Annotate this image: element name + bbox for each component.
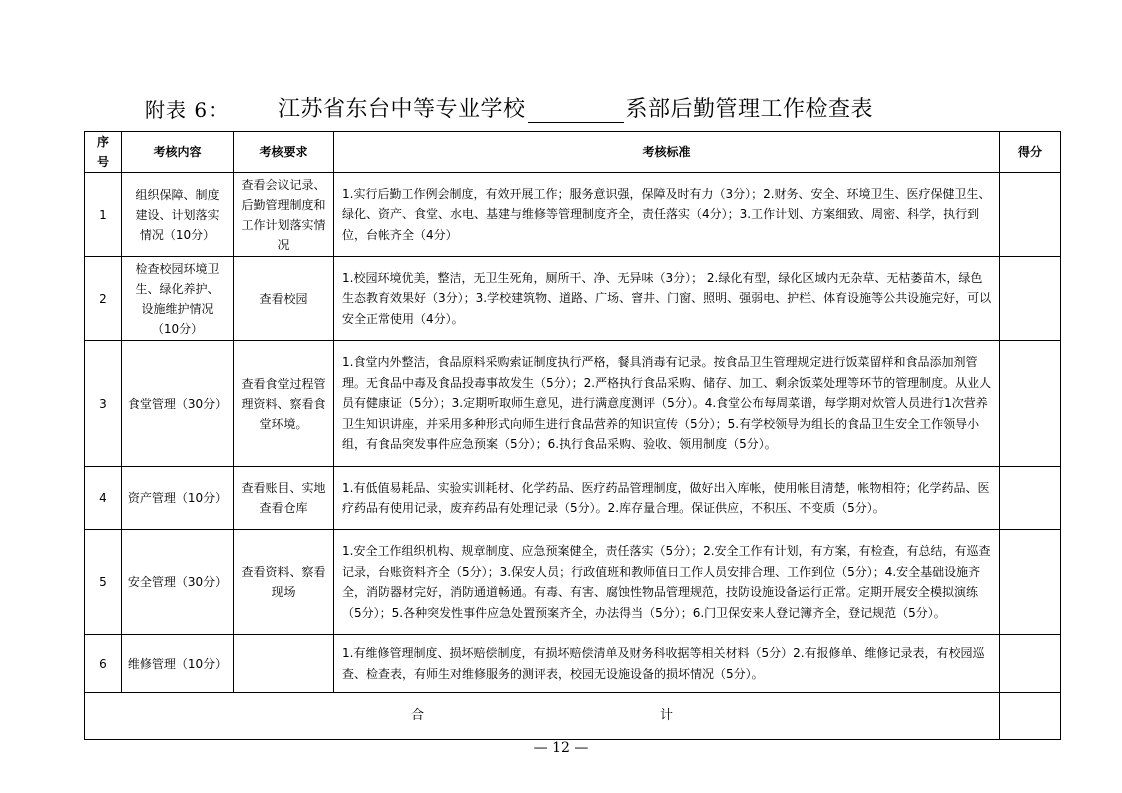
total-score-cell[interactable] xyxy=(1000,693,1061,740)
row-requirement: 查看资料、察看现场 xyxy=(234,530,334,635)
row-standard: 1.安全工作组织机构、规章制度、应急预案健全，责任落实（5分）；2.安全工作有计划，有方案，有检查，有总结，有巡查记录，台账资料齐全（5分）；3.保安人员；行政值班和教师值日工作人员安排合理、工作到位（5分）；4.安全基础设施齐全，消防器材完好，消防通道畅通。有毒、有害、腐蚀性物品管理规范，技防设施设备运行正常。定期开展安全模拟演练（5分）；5.各种突发性事件应急处置预案齐全，办法得当（5分）；6.门卫保安来人登记簿齐全，登记规范（5分）。 xyxy=(334,530,1000,635)
table-header-row xyxy=(85,132,1061,173)
table-row xyxy=(85,173,1061,257)
row-content: 安全管理（30分） xyxy=(122,530,234,635)
row-content: 检查校园环境卫生、绿化养护、设施维护情况（10分） xyxy=(122,257,234,341)
row-standard: 1.实行后勤工作例会制度，有效开展工作；服务意识强，保障及时有力（3分）；2.财务、安全、环境卫生、医疗保健卫生、绿化、资产、食堂、水电、基建与维修等管理制度齐全，责任落实（4分）；3.工作计划、方案细致、周密、科学，执行到位，台帐齐全（4分） xyxy=(334,173,1000,257)
total-row xyxy=(85,693,1061,740)
row-standard: 1.食堂内外整洁，食品原料采购索证制度执行严格，餐具消毒有记录。按食品卫生管理规定进行饭菜留样和食品添加剂管理。无食品中毒及食品投毒事故发生（5分）；2.严格执行食品采购、储存、加工、剩余饭菜处理等环节的管理制度。从业人员有健康证（5分）；3.定期听取师生意见，进行满意度测评（5分）。4.食堂公布每周菜谱，每学期对炊管人员进行1次营养卫生知识讲座，并采用多种形式向师生进行食品营养的知识宣传（5分）；5.有学校领导为组长的食品卫生安全工作领导小组，有食品突发事件应急预案（5分）；6.执行食品采购、验收、领用制度（5分）。 xyxy=(334,341,1000,467)
row-score-cell[interactable] xyxy=(1000,635,1061,693)
title-suffix: 系部后勤管理工作检查表 xyxy=(625,97,874,122)
total-label-cell xyxy=(85,693,1000,740)
row-content: 资产管理（10分） xyxy=(122,467,234,530)
row-content: 组织保障、制度建设、计划落实情况（10分） xyxy=(122,173,234,257)
appendix-label: 附表 6： xyxy=(145,98,230,122)
row-index: 5 xyxy=(85,530,122,635)
row-score-cell[interactable] xyxy=(1000,173,1061,257)
header-index: 序号 xyxy=(85,132,122,173)
row-standard: 1.有低值易耗品、实验实训耗材、化学药品、医疗药品管理制度，做好出入库帐，使用帐目清楚，帐物相符；化学药品、医疗药品有使用记录，废弃药品有处理记录（5分）。2.库存量合理。保证供应，不积压、不变质（5分）。 xyxy=(334,467,1000,530)
row-standard: 1.有维修管理制度、损坏赔偿制度，有损坏赔偿清单及财务科收据等相关材料（5分）2.有报修单、维修记录表，有校园巡查、检查表，有师生对维修服务的测评表，校园无设施设备的损坏情况（5分）。 xyxy=(334,635,1000,693)
title-row xyxy=(0,92,1122,122)
page-title xyxy=(278,92,873,123)
row-content: 维修管理（10分） xyxy=(122,635,234,693)
row-index: 1 xyxy=(85,173,122,257)
total-label-he: 合 xyxy=(410,708,424,723)
department-blank-line xyxy=(528,102,624,123)
row-requirement: 查看食堂过程管理资料、察看食堂环境。 xyxy=(234,341,334,467)
table-row xyxy=(85,257,1061,341)
header-content: 考核内容 xyxy=(122,132,234,173)
table-row xyxy=(85,530,1061,635)
header-requirement: 考核要求 xyxy=(234,132,334,173)
table-row xyxy=(85,341,1061,467)
row-requirement xyxy=(234,635,334,693)
row-score-cell[interactable] xyxy=(1000,467,1061,530)
row-requirement: 查看会议记录、后勤管理制度和工作计划落实情况 xyxy=(234,173,334,257)
row-standard: 1.校园环境优美，整洁，无卫生死角，厕所干、净、无异味（3分）； 2.绿化有型，绿化区域内无杂草、无枯萎苗木，绿色生态教育效果好（3分）；3.学校建筑物、道路、广场、窨井、门窗、照明、强弱电、护栏、体育设施等公共设施完好，可以安全正常使用（4分）。 xyxy=(334,257,1000,341)
header-score: 得分 xyxy=(1000,132,1061,173)
row-index: 4 xyxy=(85,467,122,530)
row-requirement: 查看账目、实地查看仓库 xyxy=(234,467,334,530)
page-number: — 12 — xyxy=(533,740,589,756)
total-label-ji: 计 xyxy=(660,708,674,723)
inspection-table xyxy=(84,131,1061,740)
table-row xyxy=(85,635,1061,693)
table-row xyxy=(85,467,1061,530)
row-index: 6 xyxy=(85,635,122,693)
row-content: 食堂管理（30分） xyxy=(122,341,234,467)
header-standard: 考核标准 xyxy=(334,132,1000,173)
row-requirement: 查看校园 xyxy=(234,257,334,341)
row-score-cell[interactable] xyxy=(1000,341,1061,467)
row-score-cell[interactable] xyxy=(1000,257,1061,341)
title-school: 江苏省东台中等专业学校 xyxy=(278,97,526,122)
row-index: 3 xyxy=(85,341,122,467)
row-index: 2 xyxy=(85,257,122,341)
row-score-cell[interactable] xyxy=(1000,530,1061,635)
